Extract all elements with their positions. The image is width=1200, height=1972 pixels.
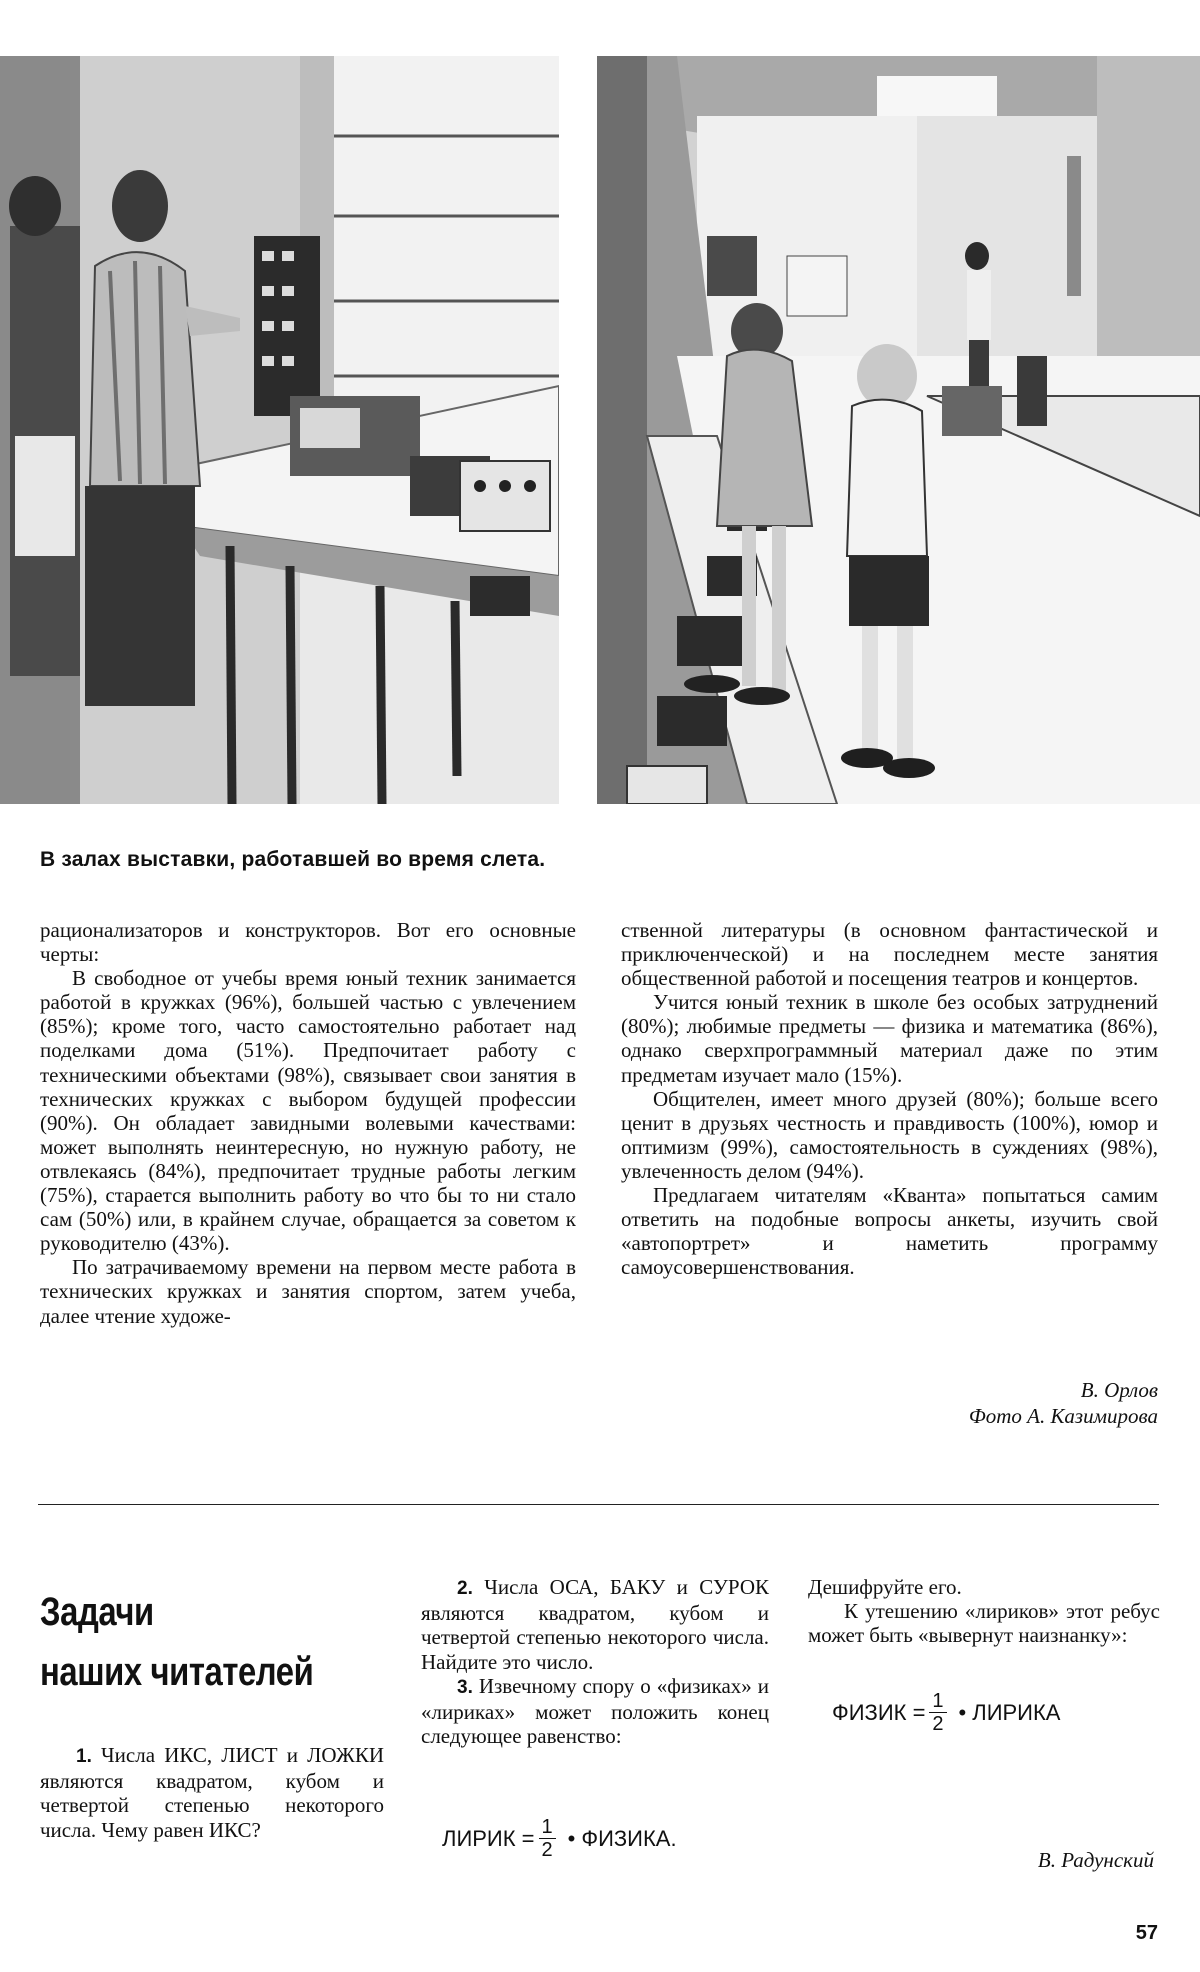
section-title (40, 1582, 314, 1702)
article-column-1 (40, 918, 576, 1328)
problems-2-3 (421, 1575, 769, 1748)
formula-left: ФИЗИК = (832, 1699, 926, 1725)
problem-number: 1. (76, 1746, 92, 1767)
article-paragraph: ственной литературы (в основном фантастической и приключенческой) и на последнем месте занятия общественной работой и посещения театров и концертов. (621, 918, 1158, 991)
problem-number: 2. (457, 1578, 473, 1599)
problem-1 (40, 1743, 384, 1842)
article-author: В. Орлов (1080, 1378, 1158, 1402)
multiply-dot: • (567, 1825, 576, 1851)
article-paragraph: В свободное от учебы время юный техник занимается работой в кружках (96%), большей частью с увлечением (85%); кроме того, часто самостоятельно работает над поделками дома (51%). Предпочитает работу с техническими объектами (98%), связывает свои занятия в технических кружках с выбором будущей профессии (90%). Он обладает завидными волевыми качествами: может выполнять неинтересную, но нужную работу, не отвлекаясь (84%), предпочитает трудные работы легким (75%), старается выполнить работу во что бы то ни стало сам (50%) или, в крайнем случае, обращается за советом к руководителю (43%). (40, 966, 576, 1256)
section-title-line: наших читателей (40, 1650, 314, 1694)
article-paragraph: Предлагаем читателям «Кванта» попытаться самим ответить на подобные вопросы анкеты, изучить свой «автопортрет» и наметить программу самоусовершенствования. (621, 1183, 1158, 1280)
problem-text: Числа ИКС, ЛИСТ и ЛОЖКИ являются квадратом, кубом и четвертой степенью некоторого числа. Чему равен ИКС? (40, 1743, 384, 1842)
article-paragraph: рационализаторов и конструкторов. Вот его основные черты: (40, 918, 576, 967)
article-paragraph: По затрачиваемому времени на первом месте работа в технических кружках и занятия спортом, затем учеба, далее чтение художе- (40, 1255, 576, 1328)
formula-fizik (832, 1690, 1060, 1735)
photo-credit: Фото А. Казимирова (968, 1404, 1158, 1428)
problem-text: Извечному спору о «физиках» и «лириках» может положить конец следующее равенство: (421, 1673, 769, 1749)
exhibition-photo-right-image (597, 56, 1200, 804)
fraction (929, 1690, 946, 1735)
exhibition-photo-left (0, 56, 559, 804)
exhibition-photo-left-image (0, 56, 559, 804)
section-divider (38, 1504, 1159, 1505)
page-number: 57 (1135, 1922, 1158, 1944)
photo-caption: В залах выставки, работавшей во время слета. (40, 848, 546, 871)
problem-text: Числа ОСА, БАКУ и СУРОК являются квадратом, кубом и четвертой степенью некоторого числа. Найдите это число. (421, 1575, 770, 1674)
fraction (539, 1816, 556, 1861)
article-paragraph: Общителен, имеет много друзей (80%); больше всего ценит в друзьях честность и правдивость (100%), юмор и оптимизм (99%), самостоятельность в суждениях (98%), увлеченность делом (94%). (621, 1086, 1158, 1183)
fraction-numerator: 1 (929, 1690, 946, 1713)
formula-right: ЛИРИКА (972, 1699, 1061, 1725)
fraction-denominator: 2 (932, 1713, 944, 1735)
article-paragraph: Учится юный техник в школе без особых затруднений (80%); любимые предметы — физика и математика (86%), однако сверхпрограммный материал даже по этим предметам изучает мало (15%). (621, 990, 1158, 1087)
problem-text: Дешифруйте его. (808, 1575, 962, 1599)
problem-number: 3. (457, 1676, 473, 1698)
formula-left: ЛИРИК = (442, 1825, 535, 1851)
exhibition-photo-right (597, 56, 1200, 804)
multiply-dot: • (958, 1699, 967, 1725)
formula-lirik (442, 1816, 677, 1861)
problem-3-continuation (808, 1575, 1160, 1648)
problem-text: К утешению «лириков» этот ребус может быть «вывернут наизнанку»: (808, 1599, 1160, 1648)
problems-author: В. Радунский (1037, 1848, 1154, 1872)
article-column-2 (621, 918, 1158, 1279)
fraction-numerator: 1 (539, 1816, 556, 1839)
formula-right: ФИЗИКА. (581, 1825, 677, 1851)
section-title-line: Задачи (40, 1590, 154, 1634)
fraction-denominator: 2 (541, 1839, 553, 1861)
